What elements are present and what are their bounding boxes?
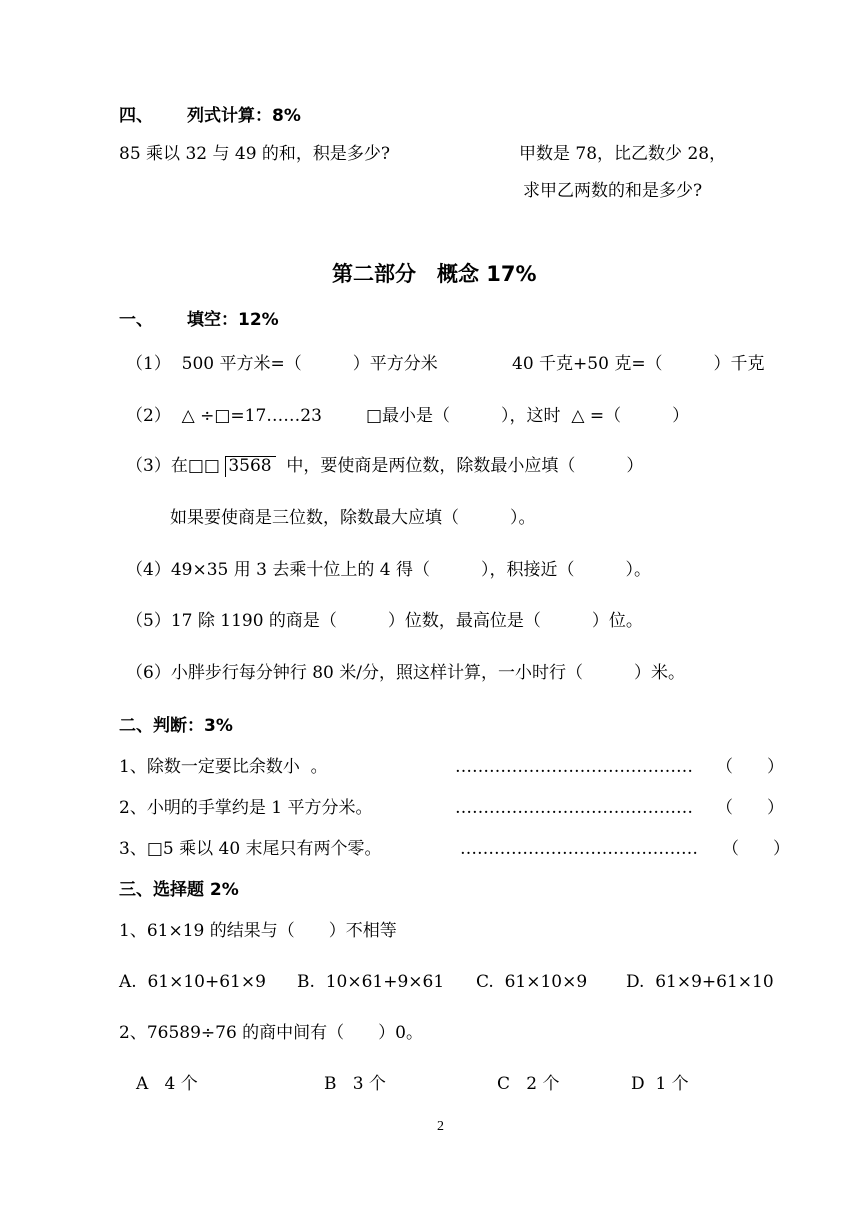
section4-question-2-line2: 求甲乙两数的和是多少? — [523, 181, 703, 201]
judge-item-1-answer: （ ） — [716, 757, 784, 777]
section4-number: 四、 — [119, 106, 153, 126]
choice-q2-option-a: A 4 个 — [136, 1074, 198, 1094]
fill-question-3-prefix: （3）在□□ — [126, 456, 226, 476]
fill-question-4: （4）49×35 用 3 去乘十位上的 4 得（ ），积接近（ ）。 — [126, 560, 651, 580]
choice-q2-option-d: D 1 个 — [631, 1074, 689, 1094]
fill-question-2b: □最小是（ ），这时 △ =（ ） — [366, 406, 690, 426]
judge-item-3-dots: …………………………………… — [460, 839, 698, 859]
judge-item-2-text: 2、小明的手掌约是 1 平方分米。 — [119, 798, 373, 818]
fill-section-number: 一、 — [119, 310, 153, 330]
judge-section-title: 二、判断：3% — [119, 716, 233, 736]
fill-question-1b: 40 千克+50 克=（ ）千克 — [512, 354, 765, 374]
judge-item-3-text: 3、□5 乘以 40 末尾只有两个零。 — [119, 839, 382, 859]
judge-item-2-dots: …………………………………… — [455, 798, 693, 818]
judge-item-2-answer: （ ） — [716, 798, 784, 818]
fill-question-2a: （2） △ ÷□=17……23 — [126, 406, 322, 426]
page-number: 2 — [437, 1119, 444, 1134]
fill-question-6: （6）小胖步行每分钟行 80 米/分，照这样计算，一小时行（ ）米。 — [126, 663, 685, 683]
choice-q1-option-c: C. 61×10×9 — [476, 972, 588, 992]
section4-question-2-line1: 甲数是 78，比乙数少 28， — [519, 144, 727, 164]
fill-question-3 — [126, 456, 643, 477]
choice-q2-option-c: C 2 个 — [497, 1074, 560, 1094]
fill-question-1a: （1） 500 平方米=（ ）平方分米 — [126, 354, 438, 374]
judge-item-1-text: 1、除数一定要比余数小 。 — [119, 757, 328, 777]
fill-question-3-suffix: 中，要使商是两位数，除数最小应填（ ） — [275, 456, 644, 476]
choice-q1-option-d: D. 61×9+61×10 — [626, 972, 774, 992]
choice-question-1: 1、61×19 的结果与（ ）不相等 — [119, 921, 397, 941]
section4-title: 列式计算：8% — [187, 106, 301, 126]
choice-question-2: 2、76589÷76 的商中间有（ ）0。 — [119, 1023, 423, 1043]
judge-item-3-answer: （ ） — [722, 839, 790, 859]
part2-heading: 第二部分 概念 17% — [332, 262, 537, 286]
fill-question-3-line2: 如果要使商是三位数，除数最大应填（ ）。 — [170, 508, 536, 528]
choice-q1-option-a: A. 61×10+61×9 — [119, 972, 266, 992]
section4-question-1: 85 乘以 32 与 49 的和，积是多少? — [119, 144, 391, 164]
choice-q1-option-b: B. 10×61+9×61 — [297, 972, 445, 992]
fill-section-title: 填空：12% — [187, 310, 279, 330]
long-division-dividend: 3568 — [225, 456, 275, 477]
judge-item-1-dots: …………………………………… — [455, 757, 693, 777]
choice-q2-option-b: B 3 个 — [324, 1074, 386, 1094]
fill-question-5: （5）17 除 1190 的商是（ ）位数，最高位是（ ）位。 — [126, 611, 643, 631]
choice-section-title: 三、选择题 2% — [119, 880, 239, 900]
